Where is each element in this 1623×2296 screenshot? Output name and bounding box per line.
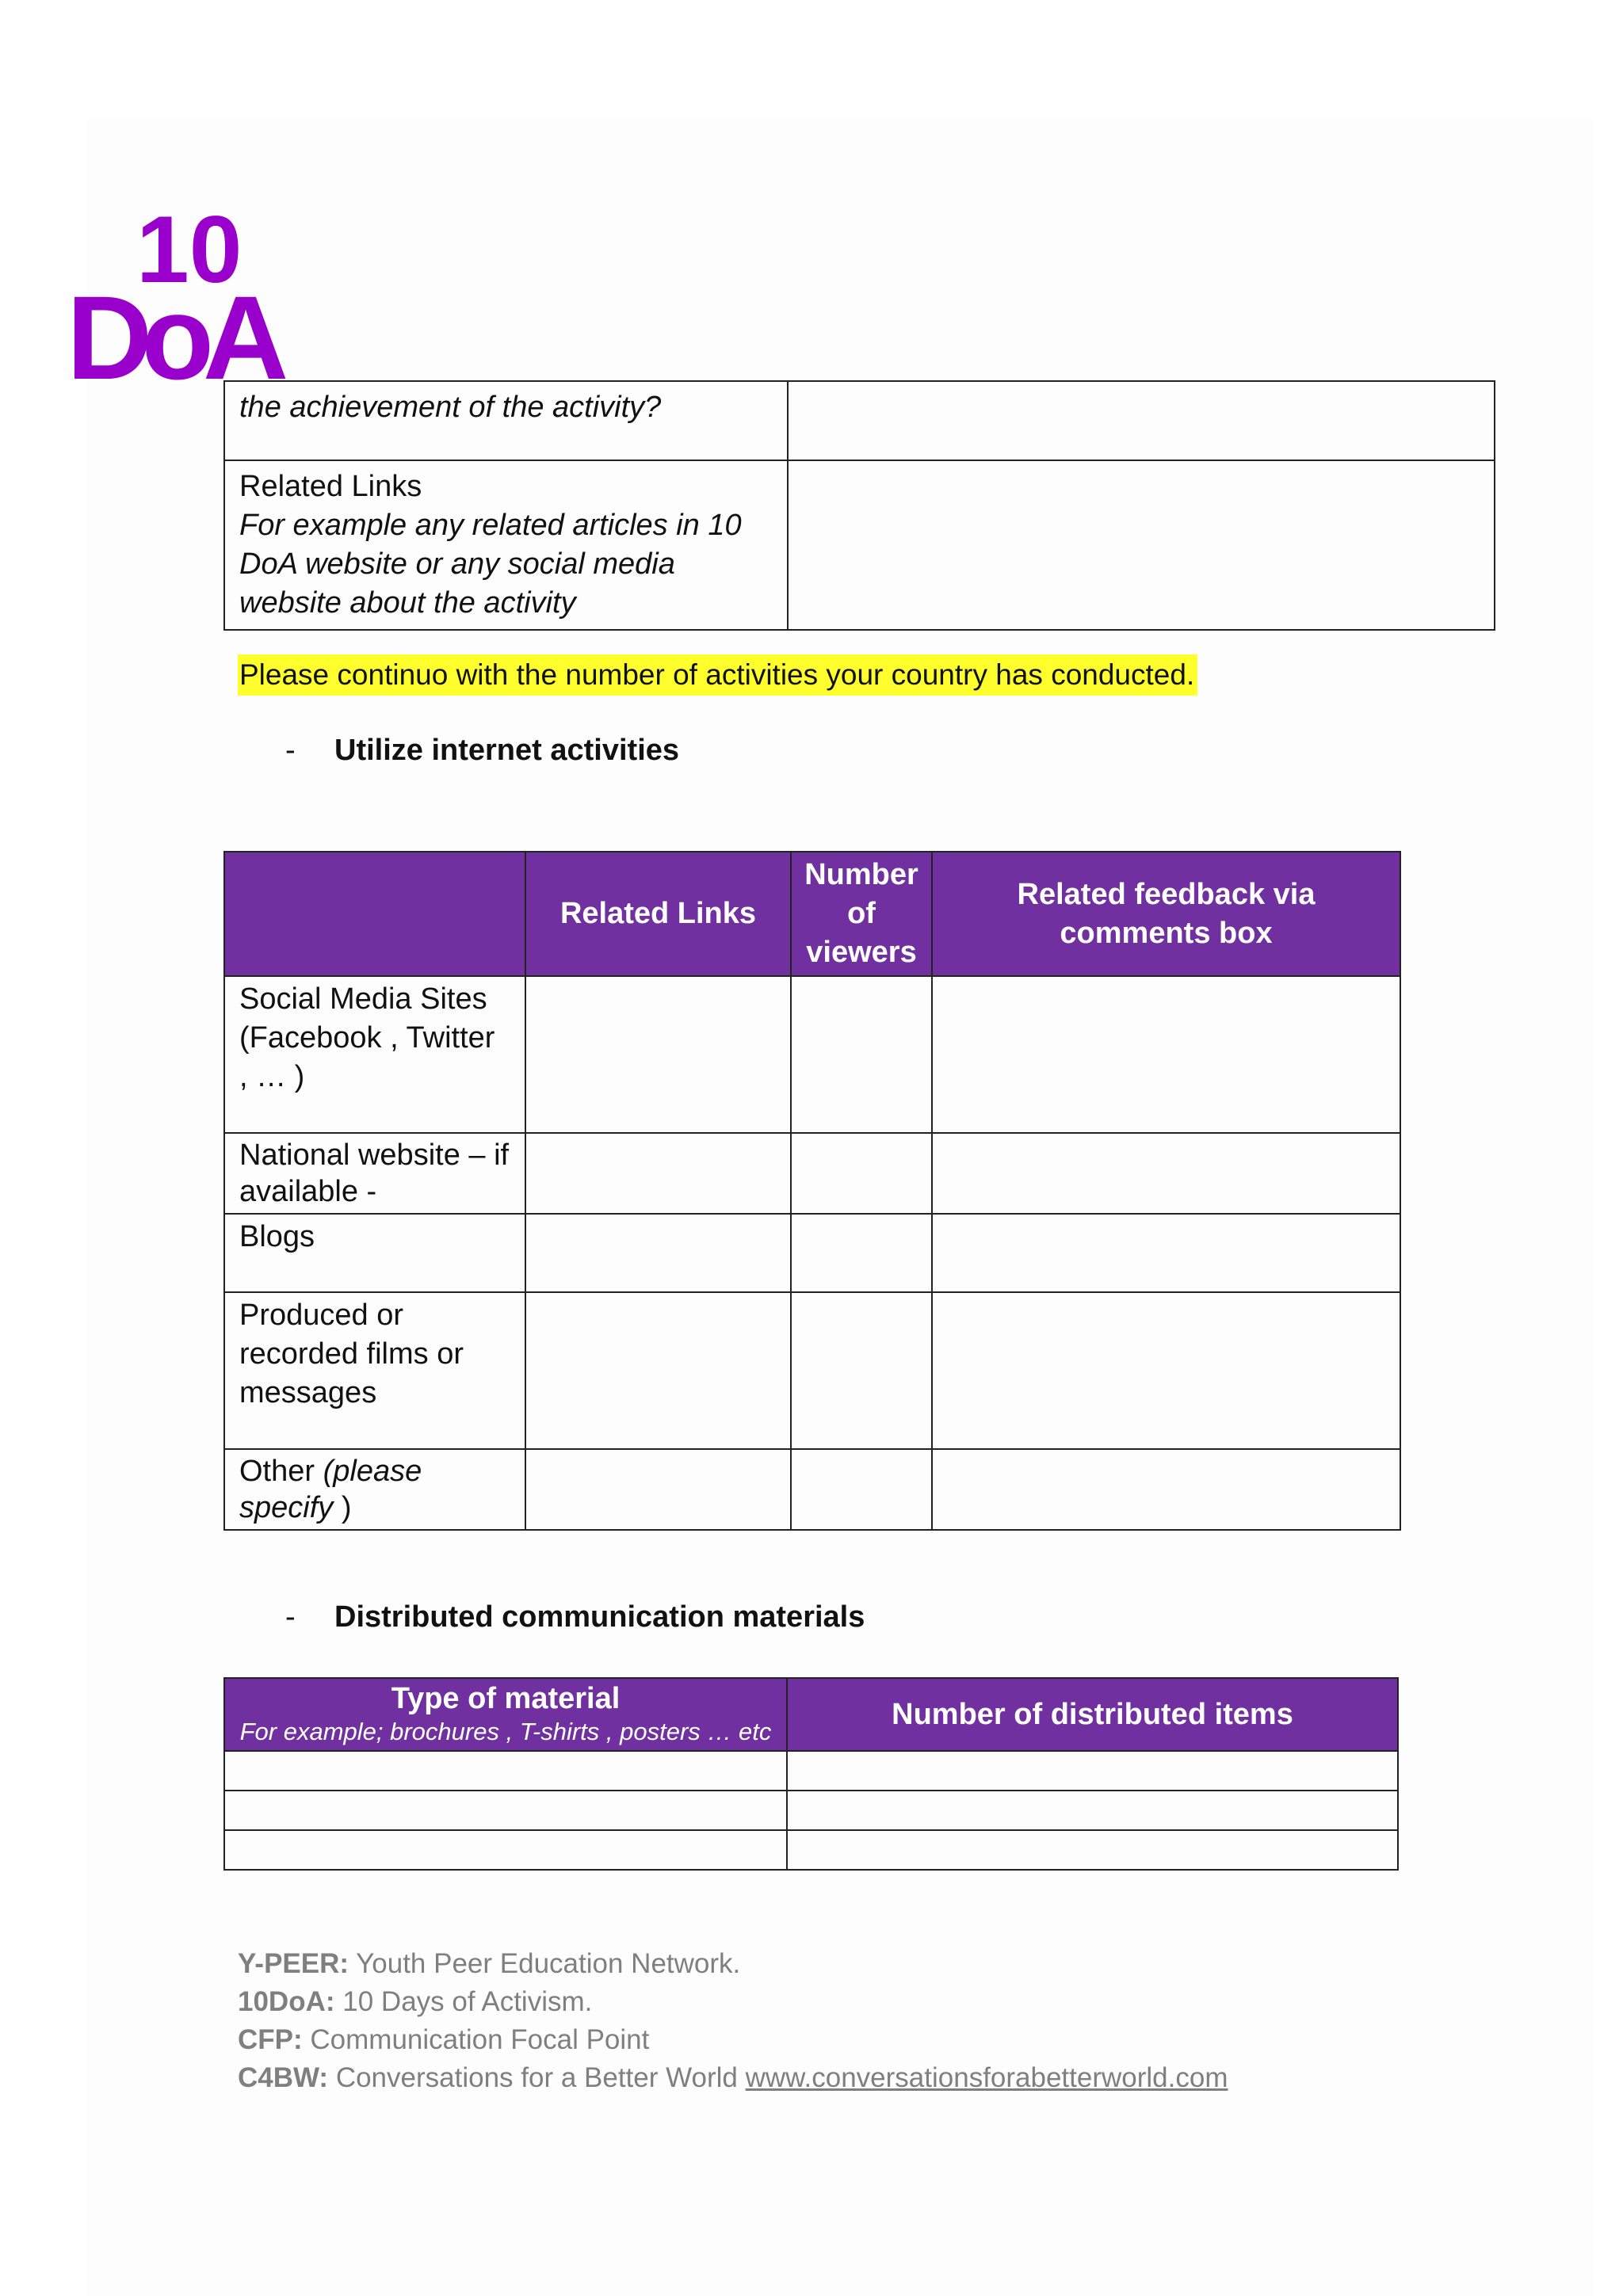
cell-input[interactable] xyxy=(525,1214,791,1292)
cell-input[interactable] xyxy=(224,1791,787,1830)
table-row xyxy=(224,1751,1398,1791)
table-row xyxy=(224,381,1495,460)
header-type-example: For example; brochures , T-shirts , posters … etc xyxy=(239,1718,772,1745)
table-row xyxy=(224,1791,1398,1830)
header-row xyxy=(224,852,1400,976)
cell-input[interactable] xyxy=(932,976,1400,1133)
glossary-item: C4BW: Conversations for a Better World www.conversationsforabetterworld.com xyxy=(238,2062,1228,2093)
section-title: Distributed communication materials xyxy=(334,1600,865,1634)
table-row xyxy=(224,1830,1398,1870)
cell-input[interactable] xyxy=(932,1292,1400,1449)
cell-input[interactable] xyxy=(791,976,932,1133)
row-label xyxy=(224,460,788,630)
section-title: Utilize internet activities xyxy=(334,734,680,767)
related-links-hint: For example any related articles in 10 DoA website or any social media website about the activity xyxy=(239,509,742,620)
materials-table xyxy=(223,1677,1399,1871)
logo-number: 10 xyxy=(136,196,242,303)
related-links-label: Related Links xyxy=(239,470,422,503)
header-related-links: Related Links xyxy=(525,852,791,976)
10doa-logo xyxy=(67,189,328,387)
row-label: Produced or recorded films or messages xyxy=(224,1292,525,1449)
table-row xyxy=(224,1214,1400,1292)
table-row xyxy=(224,976,1400,1133)
cell-input[interactable] xyxy=(525,1133,791,1214)
cell-input[interactable] xyxy=(787,1830,1398,1870)
table-row xyxy=(224,1292,1400,1449)
glossary-item: 10DoA: 10 Days of Activism. xyxy=(238,1986,593,2017)
cell-input[interactable] xyxy=(224,1830,787,1870)
cell-input[interactable] xyxy=(787,1791,1398,1830)
cell-input[interactable] xyxy=(525,976,791,1133)
header-feedback: Related feedback via comments box xyxy=(932,852,1400,976)
cell-input[interactable] xyxy=(791,1292,932,1449)
bullet-dash: - xyxy=(285,1600,296,1634)
header-number-distributed: Number of distributed items xyxy=(787,1678,1398,1751)
glossary-item: CFP: Communication Focal Point xyxy=(238,2024,650,2055)
cell-input[interactable] xyxy=(932,1214,1400,1292)
activity-info-table xyxy=(223,380,1495,631)
header-row xyxy=(224,1678,1398,1751)
bullet-dash: - xyxy=(285,734,296,767)
footer-glossary xyxy=(238,1945,1228,2097)
cell-input[interactable] xyxy=(787,1751,1398,1791)
cell-input[interactable] xyxy=(224,1751,787,1791)
row-label: Other (please specify ) xyxy=(224,1449,525,1530)
table-row xyxy=(224,460,1495,630)
glossary-item: Y-PEER: Youth Peer Education Network. xyxy=(238,1948,741,1979)
cell-input[interactable] xyxy=(932,1449,1400,1530)
cell-input[interactable] xyxy=(932,1133,1400,1214)
row-label: Social Media Sites (Facebook , Twitter , … ) xyxy=(224,976,525,1133)
internet-activities-table xyxy=(223,851,1401,1531)
row-label: Blogs xyxy=(224,1214,525,1292)
row-value-cell[interactable] xyxy=(788,460,1495,630)
highlight-note: Please continuo with the number of activities your country has conducted. xyxy=(238,654,1197,696)
header-number-viewers: Number of viewers xyxy=(791,852,932,976)
row-label: the achievement of the activity? xyxy=(224,381,788,460)
header-type-of-material: Type of material For example; brochures , T-shirts , posters … etc xyxy=(224,1678,787,1751)
table-row xyxy=(224,1133,1400,1214)
logo-letters: DoA xyxy=(67,271,278,387)
website-link[interactable]: www.conversationsforabetterworld.com xyxy=(745,2062,1228,2093)
cell-input[interactable] xyxy=(791,1133,932,1214)
row-label: National website – if available - xyxy=(224,1133,525,1214)
cell-input[interactable] xyxy=(525,1292,791,1449)
cell-input[interactable] xyxy=(791,1214,932,1292)
header-empty xyxy=(224,852,525,976)
cell-input[interactable] xyxy=(791,1449,932,1530)
cell-input[interactable] xyxy=(525,1449,791,1530)
table-row xyxy=(224,1449,1400,1530)
row-value-cell[interactable] xyxy=(788,381,1495,460)
